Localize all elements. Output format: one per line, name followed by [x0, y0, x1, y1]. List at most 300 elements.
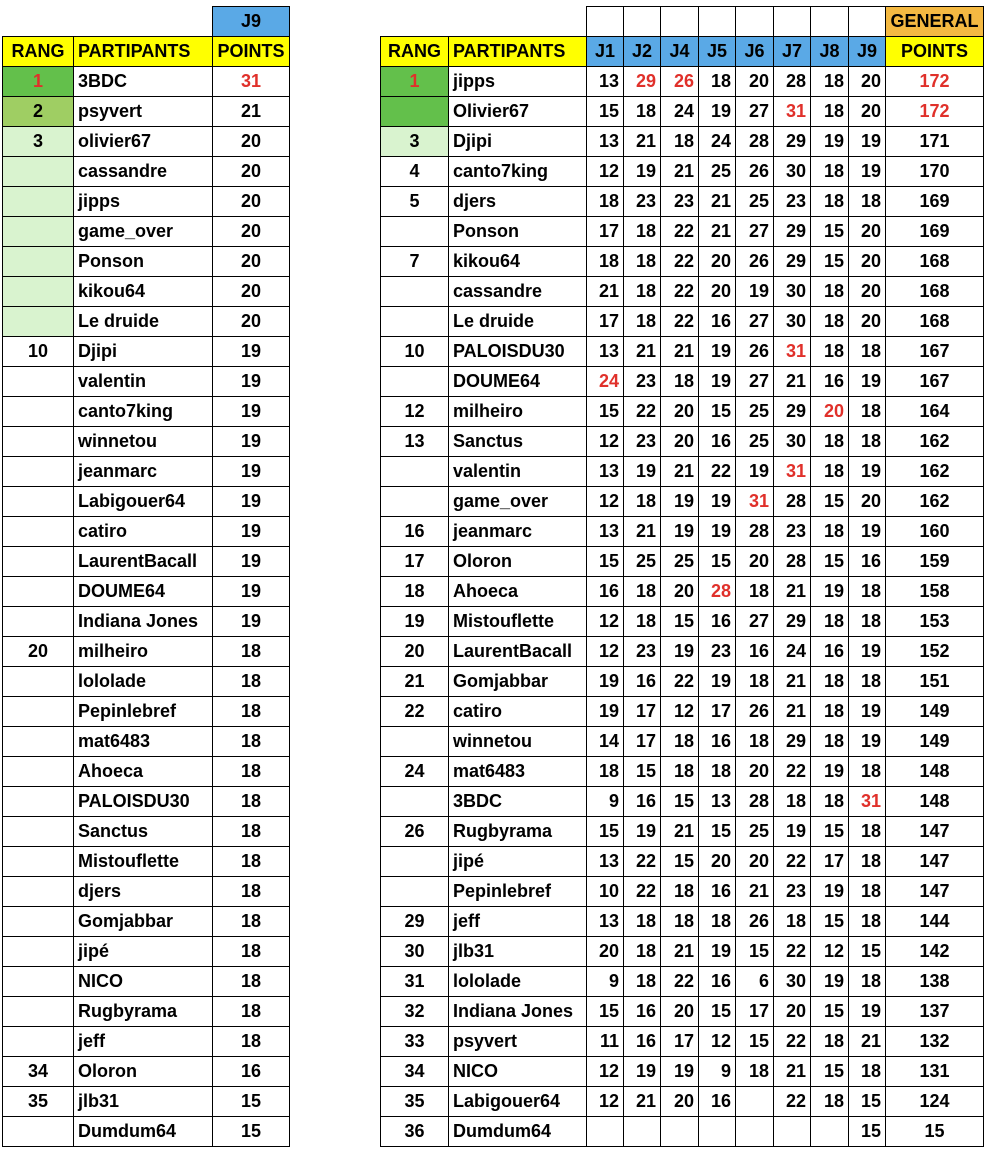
score-cell[interactable] [736, 1087, 774, 1117]
score-cell[interactable]: 28 [774, 487, 811, 517]
score-cell[interactable]: 19 [849, 157, 886, 187]
score-cell[interactable]: 12 [587, 1087, 624, 1117]
total-points-cell[interactable]: 162 [886, 487, 984, 517]
score-cell[interactable]: 22 [661, 217, 699, 247]
rank-cell[interactable] [381, 277, 449, 307]
points-cell[interactable]: 15 [213, 1117, 290, 1147]
score-cell[interactable]: 9 [587, 787, 624, 817]
score-cell[interactable]: 15 [736, 937, 774, 967]
score-cell[interactable]: 16 [699, 1087, 736, 1117]
participant-name[interactable]: winnetou [449, 727, 587, 757]
score-cell[interactable]: 16 [624, 787, 661, 817]
participant-name[interactable]: jipé [449, 847, 587, 877]
score-cell[interactable]: 19 [849, 517, 886, 547]
participant-name[interactable]: kikou64 [74, 277, 213, 307]
score-cell[interactable]: 19 [699, 487, 736, 517]
round-label[interactable]: J9 [213, 7, 290, 37]
rank-cell[interactable]: 30 [381, 937, 449, 967]
rank-cell[interactable]: 17 [381, 547, 449, 577]
empty-cell[interactable] [849, 7, 886, 37]
score-cell[interactable]: 15 [811, 247, 849, 277]
score-cell[interactable]: 19 [736, 277, 774, 307]
points-cell[interactable]: 20 [213, 217, 290, 247]
score-cell[interactable]: 18 [811, 337, 849, 367]
score-cell[interactable]: 17 [811, 847, 849, 877]
points-cell[interactable]: 18 [213, 997, 290, 1027]
score-cell[interactable]: 18 [811, 697, 849, 727]
rank-cell[interactable] [3, 667, 74, 697]
points-header[interactable]: POINTS [886, 37, 984, 67]
score-cell[interactable]: 28 [699, 577, 736, 607]
score-cell[interactable]: 13 [587, 847, 624, 877]
score-cell[interactable]: 30 [774, 307, 811, 337]
rank-cell[interactable] [3, 907, 74, 937]
rank-cell[interactable]: 24 [381, 757, 449, 787]
rank-header[interactable]: RANG [381, 37, 449, 67]
points-cell[interactable]: 18 [213, 847, 290, 877]
total-points-cell[interactable]: 168 [886, 307, 984, 337]
rank-cell[interactable] [3, 577, 74, 607]
participant-name[interactable]: Indiana Jones [74, 607, 213, 637]
score-cell[interactable]: 22 [624, 397, 661, 427]
participant-name[interactable]: Indiana Jones [449, 997, 587, 1027]
rank-cell[interactable]: 34 [3, 1057, 74, 1087]
participant-name[interactable]: Ahoeca [74, 757, 213, 787]
score-cell[interactable]: 17 [587, 307, 624, 337]
score-cell[interactable]: 18 [587, 757, 624, 787]
score-cell[interactable]: 20 [699, 277, 736, 307]
score-cell[interactable]: 31 [736, 487, 774, 517]
score-cell[interactable]: 21 [736, 877, 774, 907]
score-cell[interactable]: 18 [849, 427, 886, 457]
total-points-cell[interactable]: 15 [886, 1117, 984, 1147]
participant-name[interactable]: jeanmarc [449, 517, 587, 547]
score-cell[interactable]: 18 [624, 277, 661, 307]
score-cell[interactable]: 11 [587, 1027, 624, 1057]
empty-cell[interactable] [811, 7, 849, 37]
score-cell[interactable]: 13 [587, 337, 624, 367]
round-header[interactable]: J4 [661, 37, 699, 67]
rank-cell[interactable]: 13 [381, 427, 449, 457]
score-cell[interactable]: 21 [661, 457, 699, 487]
score-cell[interactable]: 19 [624, 457, 661, 487]
score-cell[interactable]: 18 [774, 787, 811, 817]
participant-name[interactable]: Djipi [74, 337, 213, 367]
score-cell[interactable]: 18 [587, 247, 624, 277]
score-cell[interactable]: 18 [811, 307, 849, 337]
score-cell[interactable]: 29 [774, 727, 811, 757]
total-points-cell[interactable]: 148 [886, 787, 984, 817]
score-cell[interactable]: 15 [736, 1027, 774, 1057]
score-cell[interactable]: 9 [587, 967, 624, 997]
score-cell[interactable]: 29 [774, 607, 811, 637]
score-cell[interactable]: 10 [587, 877, 624, 907]
score-cell[interactable]: 18 [849, 577, 886, 607]
score-cell[interactable]: 25 [624, 547, 661, 577]
score-cell[interactable]: 18 [624, 577, 661, 607]
score-cell[interactable]: 18 [849, 877, 886, 907]
rank-cell[interactable] [3, 217, 74, 247]
score-cell[interactable] [624, 1117, 661, 1147]
rank-cell[interactable] [3, 937, 74, 967]
score-cell[interactable]: 22 [624, 847, 661, 877]
score-cell[interactable]: 16 [624, 667, 661, 697]
points-cell[interactable]: 20 [213, 157, 290, 187]
score-cell[interactable]: 29 [624, 67, 661, 97]
score-cell[interactable]: 15 [699, 397, 736, 427]
participant-name[interactable]: jipps [449, 67, 587, 97]
score-cell[interactable]: 15 [811, 487, 849, 517]
score-cell[interactable]: 18 [736, 577, 774, 607]
score-cell[interactable]: 18 [811, 667, 849, 697]
score-cell[interactable]: 17 [624, 697, 661, 727]
score-cell[interactable]: 19 [624, 157, 661, 187]
score-cell[interactable]: 20 [661, 997, 699, 1027]
score-cell[interactable]: 20 [811, 397, 849, 427]
score-cell[interactable]: 20 [699, 847, 736, 877]
empty-cell[interactable] [661, 7, 699, 37]
rank-cell[interactable] [381, 97, 449, 127]
score-cell[interactable]: 18 [811, 67, 849, 97]
score-cell[interactable]: 16 [699, 427, 736, 457]
score-cell[interactable]: 20 [736, 757, 774, 787]
score-cell[interactable]: 13 [699, 787, 736, 817]
points-cell[interactable]: 21 [213, 97, 290, 127]
participant-name[interactable]: catiro [74, 517, 213, 547]
points-header[interactable]: POINTS [213, 37, 290, 67]
score-cell[interactable]: 28 [736, 517, 774, 547]
score-cell[interactable]: 22 [661, 307, 699, 337]
score-cell[interactable]: 22 [661, 277, 699, 307]
points-cell[interactable]: 31 [213, 67, 290, 97]
rank-cell[interactable] [381, 727, 449, 757]
points-cell[interactable]: 16 [213, 1057, 290, 1087]
participant-name[interactable]: Sanctus [449, 427, 587, 457]
score-cell[interactable]: 13 [587, 127, 624, 157]
score-cell[interactable]: 18 [624, 907, 661, 937]
score-cell[interactable]: 12 [811, 937, 849, 967]
rank-cell[interactable]: 33 [381, 1027, 449, 1057]
score-cell[interactable]: 23 [774, 877, 811, 907]
points-cell[interactable]: 20 [213, 277, 290, 307]
score-cell[interactable]: 16 [811, 637, 849, 667]
participant-name[interactable]: DOUME64 [449, 367, 587, 397]
rank-cell[interactable] [381, 457, 449, 487]
participant-name[interactable]: Rugbyrama [74, 997, 213, 1027]
score-cell[interactable]: 18 [849, 187, 886, 217]
score-cell[interactable]: 18 [811, 277, 849, 307]
total-points-cell[interactable]: 147 [886, 877, 984, 907]
rank-cell[interactable]: 29 [381, 907, 449, 937]
score-cell[interactable]: 18 [811, 457, 849, 487]
score-cell[interactable]: 6 [736, 967, 774, 997]
total-points-cell[interactable]: 169 [886, 187, 984, 217]
total-points-cell[interactable]: 151 [886, 667, 984, 697]
points-cell[interactable]: 20 [213, 127, 290, 157]
participant-name[interactable]: jipé [74, 937, 213, 967]
participant-name[interactable]: game_over [74, 217, 213, 247]
score-cell[interactable]: 20 [849, 307, 886, 337]
score-cell[interactable]: 23 [699, 637, 736, 667]
score-cell[interactable]: 31 [774, 457, 811, 487]
score-cell[interactable]: 18 [661, 727, 699, 757]
points-cell[interactable]: 15 [213, 1087, 290, 1117]
rank-cell[interactable] [3, 967, 74, 997]
total-points-cell[interactable]: 164 [886, 397, 984, 427]
score-cell[interactable]: 18 [849, 817, 886, 847]
score-cell[interactable]: 15 [587, 547, 624, 577]
score-cell[interactable]: 12 [699, 1027, 736, 1057]
total-points-cell[interactable]: 124 [886, 1087, 984, 1117]
score-cell[interactable]: 12 [661, 697, 699, 727]
score-cell[interactable]: 22 [661, 667, 699, 697]
rank-cell[interactable] [381, 847, 449, 877]
score-cell[interactable]: 20 [849, 217, 886, 247]
score-cell[interactable]: 21 [849, 1027, 886, 1057]
rank-cell[interactable] [3, 697, 74, 727]
participant-name[interactable]: 3BDC [74, 67, 213, 97]
participant-name[interactable]: Labigouer64 [449, 1087, 587, 1117]
points-cell[interactable]: 19 [213, 337, 290, 367]
score-cell[interactable]: 24 [587, 367, 624, 397]
participant-name[interactable]: winnetou [74, 427, 213, 457]
score-cell[interactable]: 19 [849, 637, 886, 667]
participant-name[interactable]: Pepinlebref [449, 877, 587, 907]
score-cell[interactable]: 15 [811, 817, 849, 847]
score-cell[interactable]: 18 [736, 727, 774, 757]
score-cell[interactable]: 18 [849, 607, 886, 637]
rank-cell[interactable] [3, 367, 74, 397]
score-cell[interactable]: 23 [774, 187, 811, 217]
score-cell[interactable]: 13 [587, 517, 624, 547]
score-cell[interactable]: 20 [849, 97, 886, 127]
round-header[interactable]: J8 [811, 37, 849, 67]
participant-name[interactable]: NICO [74, 967, 213, 997]
rank-cell[interactable] [381, 307, 449, 337]
score-cell[interactable]: 14 [587, 727, 624, 757]
rank-cell[interactable]: 19 [381, 607, 449, 637]
points-cell[interactable]: 18 [213, 667, 290, 697]
score-cell[interactable]: 16 [587, 577, 624, 607]
participant-name[interactable]: PALOISDU30 [74, 787, 213, 817]
total-points-cell[interactable]: 172 [886, 67, 984, 97]
rank-cell[interactable]: 20 [381, 637, 449, 667]
score-cell[interactable]: 19 [811, 757, 849, 787]
rank-cell[interactable] [3, 727, 74, 757]
total-points-cell[interactable]: 153 [886, 607, 984, 637]
participant-name[interactable]: Gomjabbar [449, 667, 587, 697]
rank-cell[interactable]: 34 [381, 1057, 449, 1087]
points-cell[interactable]: 18 [213, 757, 290, 787]
rank-cell[interactable] [3, 397, 74, 427]
score-cell[interactable]: 19 [587, 667, 624, 697]
score-cell[interactable]: 16 [699, 727, 736, 757]
score-cell[interactable]: 20 [661, 397, 699, 427]
score-cell[interactable]: 21 [774, 577, 811, 607]
score-cell[interactable]: 13 [587, 67, 624, 97]
score-cell[interactable]: 29 [774, 127, 811, 157]
score-cell[interactable]: 26 [736, 247, 774, 277]
total-points-cell[interactable]: 167 [886, 367, 984, 397]
rank-cell[interactable] [381, 787, 449, 817]
rank-cell[interactable] [3, 1027, 74, 1057]
score-cell[interactable]: 18 [661, 757, 699, 787]
score-cell[interactable] [736, 1117, 774, 1147]
score-cell[interactable]: 20 [849, 67, 886, 97]
rank-cell[interactable] [3, 757, 74, 787]
score-cell[interactable]: 18 [849, 757, 886, 787]
score-cell[interactable]: 18 [736, 1057, 774, 1087]
score-cell[interactable]: 25 [661, 547, 699, 577]
participant-name[interactable]: kikou64 [449, 247, 587, 277]
score-cell[interactable]: 22 [774, 1027, 811, 1057]
rank-cell[interactable] [3, 1117, 74, 1147]
score-cell[interactable]: 15 [661, 607, 699, 637]
score-cell[interactable]: 19 [849, 457, 886, 487]
empty-cell[interactable] [774, 7, 811, 37]
score-cell[interactable]: 19 [661, 1057, 699, 1087]
round-header[interactable]: J7 [774, 37, 811, 67]
score-cell[interactable]: 22 [661, 247, 699, 277]
score-cell[interactable]: 29 [774, 217, 811, 247]
score-cell[interactable]: 12 [587, 637, 624, 667]
score-cell[interactable]: 21 [661, 157, 699, 187]
score-cell[interactable]: 21 [699, 187, 736, 217]
rank-cell[interactable]: 7 [381, 247, 449, 277]
points-cell[interactable]: 19 [213, 457, 290, 487]
score-cell[interactable]: 21 [774, 367, 811, 397]
total-points-cell[interactable]: 147 [886, 817, 984, 847]
score-cell[interactable]: 18 [774, 907, 811, 937]
score-cell[interactable]: 19 [849, 697, 886, 727]
rank-cell[interactable] [3, 787, 74, 817]
total-points-cell[interactable]: 152 [886, 637, 984, 667]
participant-name[interactable]: jipps [74, 187, 213, 217]
score-cell[interactable]: 31 [774, 337, 811, 367]
score-cell[interactable]: 23 [624, 637, 661, 667]
score-cell[interactable]: 22 [661, 967, 699, 997]
score-cell[interactable]: 18 [624, 217, 661, 247]
score-cell[interactable]: 20 [849, 487, 886, 517]
points-cell[interactable]: 18 [213, 967, 290, 997]
rank-cell[interactable]: 16 [381, 517, 449, 547]
score-cell[interactable]: 22 [774, 1087, 811, 1117]
score-cell[interactable]: 23 [661, 187, 699, 217]
rank-cell[interactable]: 35 [3, 1087, 74, 1117]
rank-cell[interactable] [3, 457, 74, 487]
score-cell[interactable]: 16 [699, 877, 736, 907]
rank-cell[interactable]: 20 [3, 637, 74, 667]
participant-name[interactable]: PALOISDU30 [449, 337, 587, 367]
score-cell[interactable]: 27 [736, 307, 774, 337]
participant-name[interactable]: olivier67 [74, 127, 213, 157]
score-cell[interactable]: 26 [736, 337, 774, 367]
score-cell[interactable]: 25 [736, 817, 774, 847]
score-cell[interactable]: 18 [849, 907, 886, 937]
rank-cell[interactable]: 22 [381, 697, 449, 727]
score-cell[interactable]: 12 [587, 1057, 624, 1087]
rank-cell[interactable]: 18 [381, 577, 449, 607]
empty-cell[interactable] [74, 7, 213, 37]
total-points-cell[interactable]: 138 [886, 967, 984, 997]
score-cell[interactable]: 18 [661, 367, 699, 397]
points-cell[interactable]: 18 [213, 877, 290, 907]
score-cell[interactable]: 17 [587, 217, 624, 247]
score-cell[interactable] [587, 1117, 624, 1147]
score-cell[interactable]: 18 [811, 1087, 849, 1117]
participant-name[interactable]: DOUME64 [74, 577, 213, 607]
total-points-cell[interactable]: 158 [886, 577, 984, 607]
points-cell[interactable]: 18 [213, 1027, 290, 1057]
score-cell[interactable]: 20 [736, 547, 774, 577]
score-cell[interactable]: 18 [811, 607, 849, 637]
score-cell[interactable]: 15 [811, 217, 849, 247]
score-cell[interactable]: 29 [774, 397, 811, 427]
rank-cell[interactable] [3, 997, 74, 1027]
participant-name[interactable]: Labigouer64 [74, 487, 213, 517]
score-cell[interactable]: 18 [849, 397, 886, 427]
score-cell[interactable]: 20 [699, 247, 736, 277]
empty-cell[interactable] [449, 7, 587, 37]
rank-cell[interactable] [3, 817, 74, 847]
participant-name[interactable]: valentin [449, 457, 587, 487]
score-cell[interactable]: 21 [661, 937, 699, 967]
empty-cell[interactable] [587, 7, 624, 37]
score-cell[interactable]: 15 [811, 1057, 849, 1087]
score-cell[interactable]: 15 [811, 997, 849, 1027]
score-cell[interactable]: 16 [849, 547, 886, 577]
score-cell[interactable]: 20 [849, 247, 886, 277]
score-cell[interactable]: 24 [699, 127, 736, 157]
score-cell[interactable]: 18 [624, 487, 661, 517]
rank-cell[interactable]: 32 [381, 997, 449, 1027]
score-cell[interactable]: 18 [811, 787, 849, 817]
participant-name[interactable]: lololade [449, 967, 587, 997]
rank-cell[interactable]: 1 [381, 67, 449, 97]
rank-cell[interactable]: 36 [381, 1117, 449, 1147]
score-cell[interactable]: 15 [661, 847, 699, 877]
score-cell[interactable]: 25 [736, 187, 774, 217]
score-cell[interactable]: 18 [849, 1057, 886, 1087]
score-cell[interactable]: 9 [699, 1057, 736, 1087]
total-points-cell[interactable]: 167 [886, 337, 984, 367]
score-cell[interactable]: 15 [587, 97, 624, 127]
rank-cell[interactable] [3, 187, 74, 217]
score-cell[interactable]: 19 [661, 517, 699, 547]
score-cell[interactable]: 19 [699, 337, 736, 367]
score-cell[interactable] [661, 1117, 699, 1147]
score-cell[interactable]: 12 [587, 607, 624, 637]
score-cell[interactable]: 15 [587, 817, 624, 847]
participants-header[interactable]: PARTIPANTS [74, 37, 213, 67]
rank-cell[interactable]: 4 [381, 157, 449, 187]
score-cell[interactable]: 19 [849, 727, 886, 757]
score-cell[interactable]: 12 [587, 427, 624, 457]
round-header[interactable]: J9 [849, 37, 886, 67]
score-cell[interactable]: 19 [699, 517, 736, 547]
score-cell[interactable]: 18 [811, 187, 849, 217]
participant-name[interactable]: milheiro [449, 397, 587, 427]
rank-cell[interactable]: 12 [381, 397, 449, 427]
participant-name[interactable]: canto7king [74, 397, 213, 427]
score-cell[interactable]: 31 [849, 787, 886, 817]
score-cell[interactable]: 26 [736, 157, 774, 187]
score-cell[interactable]: 21 [774, 1057, 811, 1087]
score-cell[interactable]: 28 [774, 67, 811, 97]
score-cell[interactable]: 21 [699, 217, 736, 247]
points-cell[interactable]: 20 [213, 307, 290, 337]
total-points-cell[interactable]: 162 [886, 457, 984, 487]
